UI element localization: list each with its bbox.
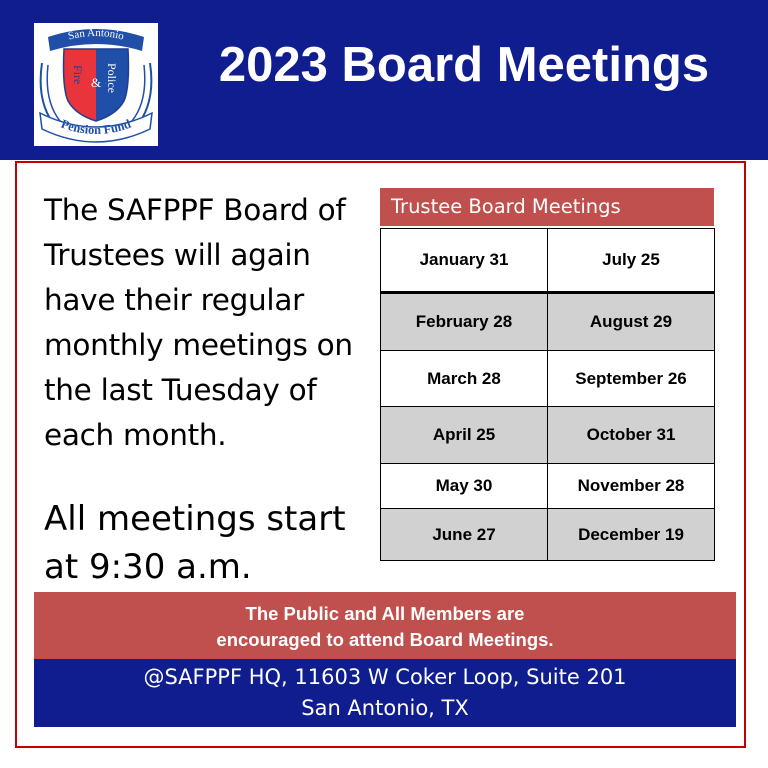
- table-row: [381, 509, 715, 561]
- meeting-date-cell: December 19: [548, 509, 715, 561]
- public-notice-banner: [34, 592, 736, 659]
- table-row: [381, 407, 715, 464]
- meeting-date-cell: June 27: [381, 509, 548, 561]
- page-title: 2023 Board Meetings: [218, 38, 710, 92]
- logo-bottom-text: Pension Fund: [59, 116, 133, 138]
- meeting-date-cell: July 25: [548, 229, 715, 293]
- meeting-date-cell: February 28: [381, 293, 548, 351]
- start-time-text: [44, 495, 374, 591]
- table-row: [381, 464, 715, 509]
- intro-line: The SAFPPF Board of: [44, 193, 346, 227]
- meeting-schedule-table: [380, 228, 715, 561]
- meeting-date-cell: April 25: [381, 407, 548, 464]
- start-time-line: at 9:30 a.m.: [44, 547, 252, 587]
- address-line: @SAFPPF HQ, 11603 W Coker Loop, Suite 201: [143, 665, 627, 689]
- table-row: [381, 293, 715, 351]
- intro-line: each month.: [44, 418, 227, 452]
- intro-line: Trustees will again: [44, 238, 311, 272]
- logo-center-text: &: [90, 75, 102, 90]
- logo-right-text: Police: [105, 63, 119, 93]
- meeting-date-cell: August 29: [548, 293, 715, 351]
- schedule-heading: Trustee Board Meetings: [380, 188, 714, 226]
- table-row: [381, 351, 715, 407]
- meeting-date-cell: October 31: [548, 407, 715, 464]
- notice-line: encouraged to attend Board Meetings.: [216, 629, 554, 650]
- pension-fund-logo: [34, 23, 158, 146]
- intro-line: have their regular: [44, 283, 304, 317]
- meeting-date-cell: January 31: [381, 229, 548, 293]
- intro-line: the last Tuesday of: [44, 373, 317, 407]
- meeting-date-cell: May 30: [381, 464, 548, 509]
- notice-line: The Public and All Members are: [245, 603, 525, 624]
- shield-logo-icon: [34, 23, 158, 146]
- logo-top-text: San Antonio: [66, 26, 126, 43]
- table-row: [381, 229, 715, 293]
- header-banner: [0, 0, 768, 160]
- location-banner: [34, 659, 736, 727]
- intro-text: [44, 188, 374, 458]
- meeting-date-cell: March 28: [381, 351, 548, 407]
- start-time-line: All meetings start: [44, 499, 346, 539]
- intro-line: monthly meetings on: [44, 328, 353, 362]
- meeting-date-cell: September 26: [548, 351, 715, 407]
- meeting-date-cell: November 28: [548, 464, 715, 509]
- city-line: San Antonio, TX: [301, 696, 469, 720]
- logo-left-text: Fire: [71, 65, 85, 85]
